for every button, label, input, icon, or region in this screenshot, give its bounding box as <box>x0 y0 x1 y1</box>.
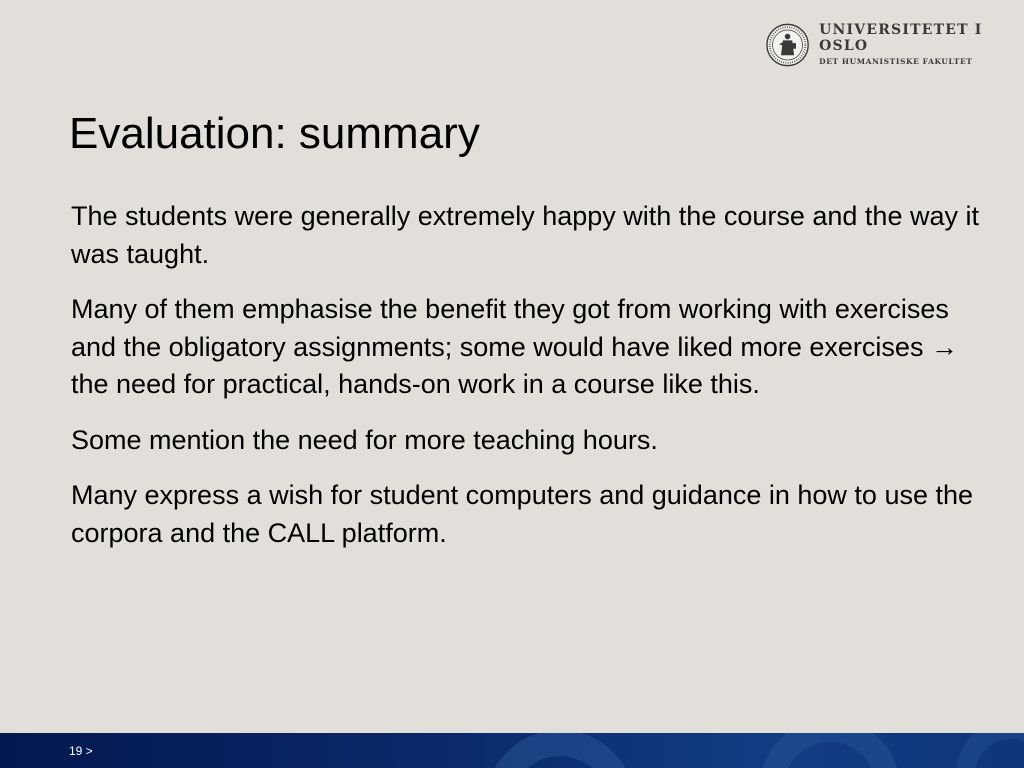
paragraph-1: The students were generally extremely happy with the course and the way it was taught. <box>71 201 979 269</box>
university-logo-text <box>819 22 1024 68</box>
university-seal-icon <box>766 22 809 68</box>
university-name: UNIVERSITETET I OSLO <box>819 22 983 54</box>
footer-bar <box>0 733 1024 768</box>
paragraph-2 <box>71 291 1001 404</box>
page-number: 19 > <box>69 744 93 758</box>
paragraph-2-before-arrow: Many of them emphasise the benefit they got from working with exercises and the obligatory assignments; some would have liked more exercises <box>71 294 949 362</box>
faculty-name: DET HUMANISTISKE FAKULTET <box>819 57 973 66</box>
paragraph-3: Some mention the need for more teaching hours. <box>71 424 658 455</box>
slide-title: Evaluation: summary <box>69 109 480 158</box>
university-logo <box>766 22 1024 68</box>
footer-decoration <box>0 733 1024 768</box>
slide-body <box>71 198 1001 570</box>
right-arrow-icon: → <box>930 331 958 362</box>
paragraph-4: Many express a wish for student computers and guidance in how to use the corpora and the CALL platform. <box>71 480 974 548</box>
paragraph-2-after-arrow: the need for practical, hands-on work in a course like this. <box>71 369 760 399</box>
